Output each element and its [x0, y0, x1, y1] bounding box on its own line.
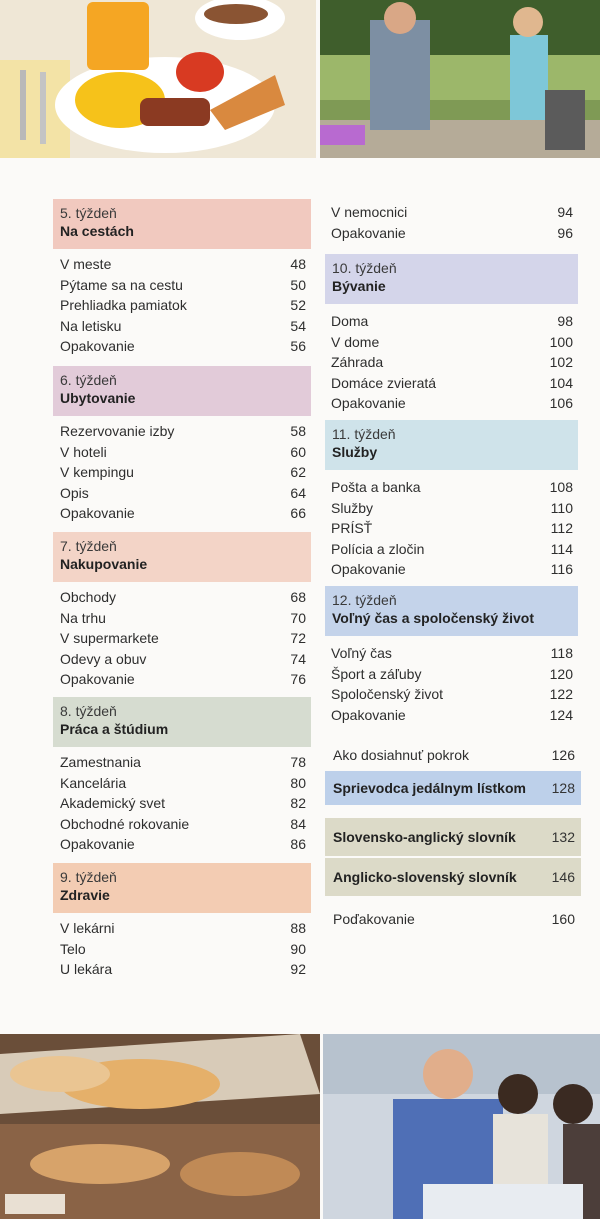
entry-page: 62	[290, 464, 306, 480]
entry-label: Opakovanie	[331, 561, 406, 577]
entry-label: Anglicko-slovenský slovník	[333, 869, 517, 885]
entry-label: Opakovanie	[331, 706, 406, 723]
week-header	[53, 199, 311, 249]
entry-page: 106	[549, 395, 573, 411]
entry-label: Akademický svet	[60, 795, 166, 811]
entry-label: Pýtame sa na cestu	[60, 276, 183, 293]
entry-label: Voľný čas	[331, 645, 392, 661]
entry-page: 86	[290, 836, 306, 852]
entry-label: V lekárni	[60, 920, 115, 936]
week-number: 10. týždeň	[332, 260, 397, 276]
week-title: Nakupovanie	[60, 556, 148, 572]
week-title: Na cestách	[60, 223, 134, 239]
entry-page: 98	[557, 313, 573, 329]
entry-page: 146	[551, 869, 575, 885]
entry-label: Slovensko-anglický slovník	[333, 829, 516, 845]
entry-label: Doma	[331, 313, 369, 329]
entry-label: V supermarkete	[60, 630, 159, 646]
week-title: Zdravie	[60, 887, 110, 903]
entry-label: Rezervovanie izby	[60, 423, 175, 439]
entry-page: 68	[290, 589, 306, 605]
entry-page: 124	[549, 706, 573, 723]
toc-entry-dict-sk-en[interactable]	[325, 818, 581, 856]
toc-entry-menu-guide[interactable]	[325, 771, 581, 805]
entry-page: 72	[290, 630, 306, 646]
toc-entry-dict-en-sk[interactable]	[325, 858, 581, 896]
week-title: Ubytovanie	[60, 390, 136, 406]
entry-page: 104	[549, 374, 573, 391]
entry-page: 102	[549, 354, 573, 370]
entry-page: 50	[290, 276, 306, 293]
entry-label: Obchodné rokovanie	[60, 815, 190, 832]
week-title: Bývanie	[332, 278, 386, 294]
week-title: Služby	[332, 444, 378, 460]
entry-page: 110	[550, 499, 573, 516]
entry-page: 88	[290, 920, 306, 936]
entry-label: V meste	[60, 256, 112, 272]
entry-label: PRÍSŤ	[331, 520, 373, 536]
entry-label: Polícia a zločin	[331, 540, 425, 557]
entry-page: 80	[290, 774, 306, 791]
week-header	[325, 254, 578, 304]
entry-label: V nemocnici	[331, 204, 408, 220]
week-number: 6. týždeň	[60, 372, 117, 388]
week-title: Práca a štúdium	[60, 721, 169, 737]
entry-label: Kancelária	[60, 774, 127, 791]
entry-page: 108	[549, 479, 573, 495]
entry-label: Opis	[60, 484, 89, 501]
week-header	[325, 420, 578, 470]
week-header	[325, 586, 578, 636]
entry-label: Služby	[331, 499, 374, 516]
entry-page: 56	[290, 338, 306, 354]
week-number: 7. týždeň	[60, 538, 117, 554]
entry-page: 94	[557, 204, 573, 220]
entry-label: Zamestnania	[60, 754, 141, 770]
entry-page: 64	[290, 484, 306, 501]
park-photo	[320, 0, 600, 158]
entry-page: 116	[550, 561, 573, 577]
entry-label: Telo	[60, 940, 86, 957]
entry-page: 160	[551, 911, 575, 927]
office-photo	[323, 1034, 600, 1219]
entry-label: Opakovanie	[60, 836, 135, 852]
entry-label: Šport a záľuby	[331, 665, 422, 682]
entry-page: 112	[550, 520, 573, 536]
entry-page: 76	[290, 671, 306, 687]
entry-label: Ako dosiahnuť pokrok	[333, 747, 470, 763]
entry-page: 120	[549, 665, 573, 682]
entry-page: 92	[290, 961, 306, 977]
week-number: 5. týždeň	[60, 205, 117, 221]
entry-label: Opakovanie	[60, 338, 135, 354]
entry-label: Opakovanie	[60, 671, 135, 687]
entry-page: 74	[290, 650, 306, 667]
entry-label: Pošta a banka	[331, 479, 421, 495]
entry-label: Spoločenský život	[331, 686, 444, 702]
week-header	[53, 532, 311, 582]
breakfast-photo	[0, 0, 316, 158]
entry-page: 122	[549, 686, 573, 702]
entry-page: 54	[290, 317, 306, 334]
entry-label: Obchody	[60, 589, 117, 605]
week-header	[53, 863, 311, 913]
entry-label: Odevy a obuv	[60, 650, 147, 667]
entry-label: V hoteli	[60, 443, 107, 460]
entry-label: Opakovanie	[331, 395, 406, 411]
entry-page: 132	[551, 829, 575, 845]
entry-page: 126	[551, 747, 575, 763]
entry-page: 114	[550, 540, 573, 557]
entry-page: 66	[290, 505, 306, 521]
entry-label: Na trhu	[60, 609, 106, 626]
entry-label: V dome	[331, 333, 380, 350]
entry-page: 60	[290, 443, 306, 460]
entry-label: Záhrada	[331, 354, 384, 370]
entry-page: 58	[290, 423, 306, 439]
entry-label: Na letisku	[60, 317, 122, 334]
entry-page: 82	[290, 795, 306, 811]
entry-label: Opakovanie	[60, 505, 135, 521]
bakery-photo	[0, 1034, 320, 1219]
entry-label: Sprievodca jedálnym lístkom	[333, 780, 526, 796]
entry-page: 52	[290, 297, 306, 313]
entry-label: V kempingu	[60, 464, 134, 480]
entry-label: U lekára	[60, 961, 113, 977]
week-number: 9. týždeň	[60, 869, 117, 885]
entry-label: Opakovanie	[331, 224, 406, 241]
week-title: Voľný čas a spoločenský život	[332, 610, 534, 626]
entry-page: 84	[290, 815, 306, 832]
entry-page: 48	[290, 256, 306, 272]
entry-page: 128	[551, 780, 575, 796]
entry-label: Poďakovanie	[333, 911, 415, 927]
week-number: 11. týždeň	[332, 426, 396, 442]
entry-label: Domáce zvieratá	[331, 374, 437, 391]
week-header	[53, 366, 311, 416]
entry-page: 96	[557, 224, 573, 241]
week-number: 12. týždeň	[332, 592, 397, 608]
entry-page: 100	[549, 333, 573, 350]
entry-label: Prehliadka pamiatok	[60, 297, 187, 313]
entry-page: 118	[550, 645, 573, 661]
entry-page: 90	[290, 940, 306, 957]
week-header	[53, 697, 311, 747]
week-number: 8. týždeň	[60, 703, 117, 719]
entry-page: 70	[290, 609, 306, 626]
entry-page: 78	[290, 754, 306, 770]
